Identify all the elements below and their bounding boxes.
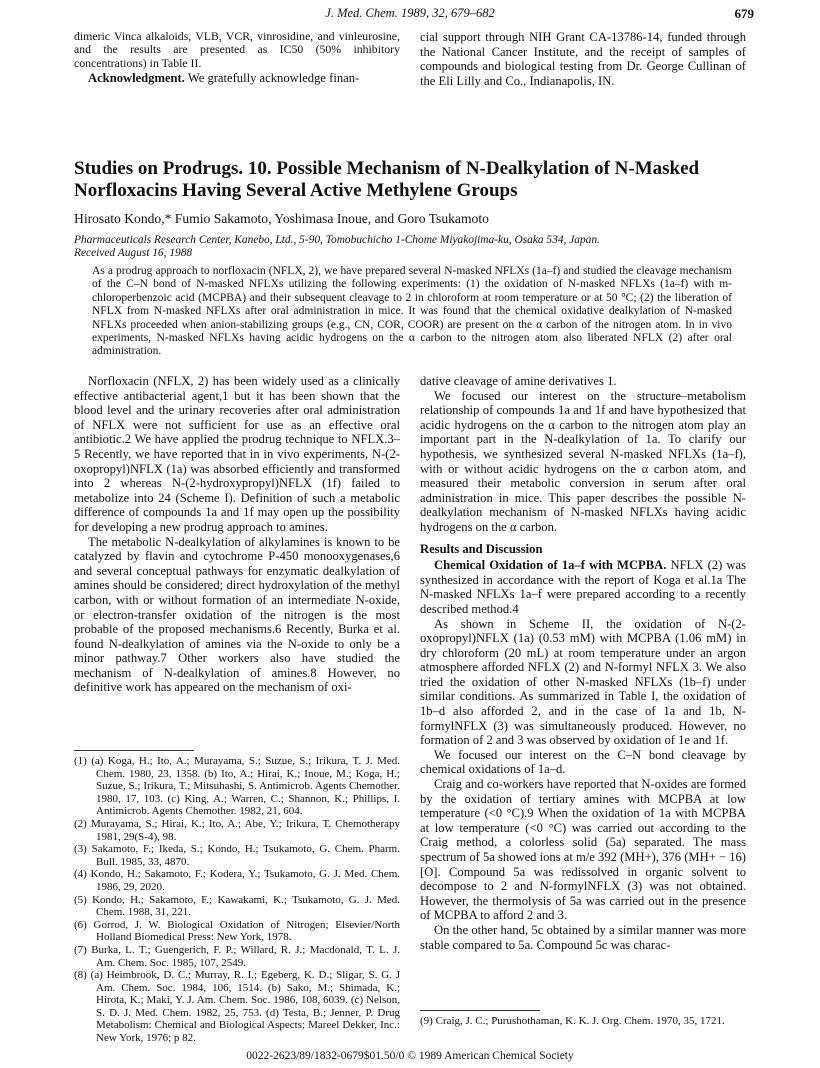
acknowledgment <box>74 71 400 86</box>
reference-item: (9) Craig, J. C.; Purushothaman, K. K. J. Org. Chem. 1970, 35, 1721. <box>420 1015 725 1027</box>
top-right-column <box>420 30 746 88</box>
footnotes-left <box>74 750 400 1045</box>
reference-item: (2) Murayama, S.; Hirai, K.; Ito, A.; Abe, Y.; Irikura, T. Chemotherapy 1981, 29(S-4), 98. <box>74 817 400 843</box>
top-left-column <box>74 30 400 86</box>
author-list: Hirosato Kondo,* Fumio Sakamoto, Yoshimasa Inoue, and Goro Tsukamoto <box>74 211 489 226</box>
reference-item: (5) Kondo, H.; Sakamoto, F.; Kawakami, K.; Tsukamoto, G. J. Med. Chem. 1988, 31, 221. <box>74 893 400 919</box>
paragraph: As shown in Scheme II, the oxidation of N-(2-oxopropyl)NFLX (1a) (0.53 mM) with MCPBA (1.06 mM) in dry chloroform (20 mL) at room temperature under an argon atmosphere afforded NFLX (2) and N-formyl NFLX 3. We also tried the oxidation of other N-masked NFLXs (1b–f) under similar conditions. As summarized in Table I, the oxidation of 1b–d also afforded 2, and in the case of 1a and 1b, N-formylNFLX (3) was simultaneously produced. However, no formation of 2 and 3 was observed by oxidation of 1e and 1f. <box>420 616 746 748</box>
prev-article-tail: dimeric Vinca alkaloids, VLB, VCR, vinrosidine, and vinleurosine, and the results are presented as IC50 (50% inhibitory concentrations) in Table II. <box>74 29 400 70</box>
acknowledgment-text: We gratefully acknowledge finan- <box>184 71 360 86</box>
section-heading: Results and Discussion <box>420 541 543 556</box>
running-header: J. Med. Chem. 1989, 32, 679–682 <box>325 6 495 20</box>
affiliation-block <box>74 234 774 261</box>
subsection-heading: Chemical Oxidation of 1a–f with MCPBA. <box>434 558 667 573</box>
reference-item: (1) (a) Koga, H.; Ito, A.; Murayama, S.; Suzue, S.; Irikura, T. J. Med. Chem. 1980, 23, 1358. (b) Ito, A.; Hirai, K.; Inoue, M.; Koga, H.; Suzue, S.; Irikura, T.; Mitsuhashi, S. Antimicrob. Agents Chemother. 1980, 17, 103. (c) King, A.; Warren, C.; Shannon, K.; Phillips, I. Antimicrob. Agents Chemother. 1982, 21, 604. <box>74 755 400 818</box>
paragraph: We focused our interest on the structure–metabolism relationship of compounds 1a and 1f and have hypothesized that acidic hydrogens on the α carbon to the nitrogen atom play an important part in the N-dealkylation of 1a. To clarify our hypothesis, we synthesized several N-masked NFLXs (1a–f), with or without acidic hydrogens on the α carbon atom, and measured their metabolic conversion in serum after oral administration in mice. This paper describes the possible N-dealkylation mechanism of N-masked NFLXs having acidic hydrogens on the α carbon. <box>420 388 746 534</box>
footnotes-right <box>420 1010 746 1028</box>
copyright-footer: 0022-2623/89/1832-0679$01.50/0 © 1989 American Chemical Society <box>246 1050 574 1062</box>
paragraph-text: NFLX (2) was synthesized in accordance with the report of Koga et al.1a The N-masked NFLXs 1a–f were prepared according to a recently described method.4 <box>420 558 746 616</box>
footnote-rule <box>74 750 194 751</box>
left-column-body <box>74 374 400 695</box>
page-number: 679 <box>734 6 754 21</box>
reference-item: (6) Gorrod, J. W. Biological Oxidation of Nitrogen; Elsevier/North Holland Biomedical Press: New York, 1978. <box>74 918 400 944</box>
footnote-rule <box>420 1010 540 1011</box>
received-date: Received August 16, 1988 <box>74 247 193 260</box>
reference-item: (7) Burka, L. T.; Guengerich, F. P.; Willard, R. J.; Macdonald, T. L. J. Am. Chem. Soc. 1985, 107, 2549. <box>74 943 400 969</box>
paragraph: Norfloxacin (NFLX, 2) has been widely used as a clinically effective antibacterial agent,1 but it has been shown that the blood level and the urinary recoveries after oral administration of NFLX were not sufficient for use as an effective oral antibiotic.2 We have applied the prodrug technique to NFLX.3–5 Recently, we have reported that in in vivo experiments, N-(2-oxopropyl)NFLX (1a) was absorbed efficiently and transformed into 2 whereas N-(2-hydroxypropyl)NFLX (1f) failed to metabolize into 24 (Scheme I). Definition of such a metabolic difference of compounds 1a and 1f may open up the possibility for developing a new prodrug approach to amines. <box>74 374 400 534</box>
right-column-body <box>420 374 746 952</box>
affiliation: Pharmaceuticals Research Center, Kanebo, Ltd., 5-90, Tomobuchicho 1-Chome Miyakojima-ku, Osaka 534, Japan. <box>74 234 600 246</box>
acknowledgment-label: Acknowledgment. <box>88 71 185 86</box>
paragraph: We focused our interest on the C–N bond cleavage by chemical oxidations of 1a–d. <box>420 747 746 777</box>
reference-item: (8) (a) Heimbrook, D. C.; Murray, R. I.; Egeberg, K. D.; Sligar, S. G. J Am. Chem. Soc. 1984, 106, 1514. (b) Sako, M.; Shimada, K.; Hirota, K.; Maki, Y. J. Am. Chem. Soc. 1986, 108, 6039. (c) Nelson, S. D. J. Med. Chem. 1982, 25, 753. (d) Testa, B.; Jenner, P. Drug Metabolism: Chemical and Biological Aspects; Mareel Dekker, Inc.: New York, 1976; p 82. <box>74 969 400 1045</box>
acknowledgment-continued: cial support through NIH Grant CA-13786-14, funded through the National Cancer Institute, and the receipt of samples of compounds and biological testing from Dr. George Cullinan of the Eli Lilly and Co., Indianapolis, IN. <box>420 30 746 88</box>
paragraph <box>420 558 746 616</box>
paragraph: Craig and co-workers have reported that N-oxides are formed by the oxidation of tertiary amines with MCPBA at low temperature (<0 °C).9 When the oxidation of 1a with MCPBA at low temperature (<0 °C) was carried out according to the Craig method, a colorless solid (5a) separated. The mass spectrum of 5a showed ions at m/e 392 (MH+), 376 (MH+ − 16) [O]. Compound 5a was redissolved in organic solvent to decompose to 2 and N-formylNFLX (3) was not obtained. However, the thermolysis of 5a was carried out in the presence of MCPBA to afford 2 and 3. <box>420 777 746 923</box>
article-title: Studies on Prodrugs. 10. Possible Mechanism of N-Dealkylation of N-Masked Norfloxacins Having Several Active Methylene Groups <box>74 158 700 201</box>
reference-item: (4) Kondo, H.; Sakamoto, F.; Kodera, Y.; Tsukamoto, G. J. Med. Chem. 1986, 29, 2020. <box>74 868 400 893</box>
paragraph: The metabolic N-dealkylation of alkylamines is known to be catalyzed by flavin and cytochrome P-450 monooxygenases,6 and several conceptual pathways for enzymatic dealkylation of amines should be considered; direct hydroxylation of the methyl carbon, with or without formation of an intermediate N-oxide, or electron-transfer oxidation of the nitrogen is the most probable of the proposed mechanisms.6 Recently, Burka et al. found N-dealkylation of amines via the N-oxide to only be a minor pathway.7 Other workers also have studied the mechanism of N-dealkylation of amines.8 However, no definitive work has appeared on the mechanism of oxi- <box>74 534 400 695</box>
paragraph: On the other hand, 5c obtained by a similar manner was more stable compared to 5a. Compound 5c was charac- <box>420 922 746 952</box>
reference-item: (3) Sakamoto, F.; Ikeda, S.; Kondo, H.; Tsukamoto, G. Chem. Pharm. Bull. 1985, 33, 4870. <box>74 843 400 868</box>
paragraph: dative cleavage of amine derivatives 1. <box>420 374 617 388</box>
abstract: As a prodrug approach to norfloxacin (NFLX, 2), we have prepared several N-masked NFLXs (1a–f) and studied the cleavage mechanism of the C–N bond of N-masked NFLXs utilizing the following experiments: (1) the oxidation of N-masked NFLXs (1a–f) with m-chloroperbenzoic acid (MCPBA) and their subsequent cleavage to 2 in chloroform at room temperature or at 50 °C; (2) the liberation of NFLX from N-masked NFLXs after oral administration in mice. It was found that the chemical oxidative dealkylation of N-masked NFLXs proceeded when anion-stabilizing groups (e.g., CN, COR, COOR) are present on the α carbon of the nitrogen atom. In in vivo experiments, N-masked NFLXs having acidic hydrogens on the α carbon to the nitrogen atom also liberated NFLX (2) after oral administration. <box>92 265 732 358</box>
